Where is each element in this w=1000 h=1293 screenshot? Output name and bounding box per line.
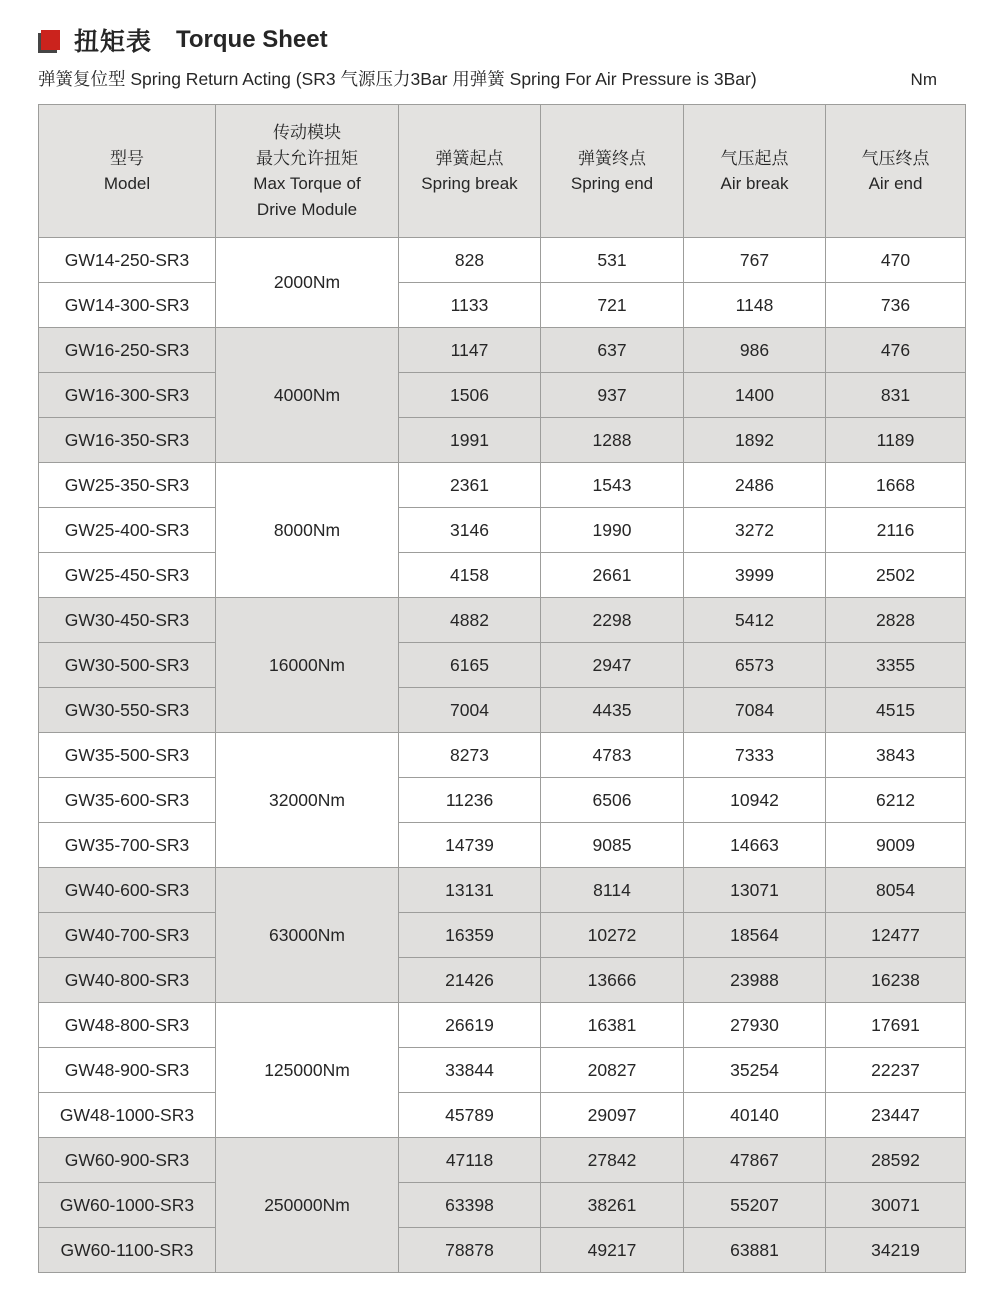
value-cell: 16381 bbox=[541, 1003, 684, 1048]
value-cell: 34219 bbox=[826, 1228, 966, 1273]
table-row bbox=[39, 643, 966, 688]
value-cell: 7084 bbox=[684, 688, 826, 733]
column-header-1 bbox=[216, 105, 399, 238]
max-torque-cell: 250000Nm bbox=[216, 1138, 399, 1273]
value-cell: 28592 bbox=[826, 1138, 966, 1183]
page-title-en: Torque Sheet bbox=[176, 26, 328, 53]
table-row bbox=[39, 688, 966, 733]
value-cell: 13666 bbox=[541, 958, 684, 1003]
column-header-4 bbox=[684, 105, 826, 238]
value-cell: 1288 bbox=[541, 418, 684, 463]
torque-table bbox=[38, 104, 966, 1273]
value-cell: 10942 bbox=[684, 778, 826, 823]
table-row bbox=[39, 1048, 966, 1093]
value-cell: 9085 bbox=[541, 823, 684, 868]
value-cell: 5412 bbox=[684, 598, 826, 643]
value-cell: 3999 bbox=[684, 553, 826, 598]
value-cell: 1148 bbox=[684, 283, 826, 328]
table-row bbox=[39, 418, 966, 463]
header-line: Spring end bbox=[570, 174, 654, 193]
value-cell: 63398 bbox=[399, 1183, 541, 1228]
value-cell: 1668 bbox=[826, 463, 966, 508]
table-row bbox=[39, 1138, 966, 1183]
value-cell: 13131 bbox=[399, 868, 541, 913]
table-row bbox=[39, 1228, 966, 1273]
value-cell: 6212 bbox=[826, 778, 966, 823]
unit-label: Nm bbox=[910, 70, 937, 89]
model-cell: GW25-450-SR3 bbox=[39, 553, 216, 598]
page-title-zh: 扭矩表 bbox=[74, 28, 153, 56]
value-cell: 22237 bbox=[826, 1048, 966, 1093]
page-subtitle: 弹簧复位型 Spring Return Acting (SR3 气源压力3Bar 用弹簧 Spring For Air Pressure is 3Bar) bbox=[38, 69, 757, 89]
value-cell: 470 bbox=[826, 238, 966, 283]
value-cell: 23988 bbox=[684, 958, 826, 1003]
header-line: Drive Module bbox=[256, 199, 358, 219]
table-row bbox=[39, 868, 966, 913]
table-row bbox=[39, 283, 966, 328]
table-row bbox=[39, 733, 966, 778]
column-header-2 bbox=[399, 105, 541, 238]
model-cell: GW35-700-SR3 bbox=[39, 823, 216, 868]
value-cell: 3843 bbox=[826, 733, 966, 778]
value-cell: 2828 bbox=[826, 598, 966, 643]
value-cell: 2361 bbox=[399, 463, 541, 508]
value-cell: 476 bbox=[826, 328, 966, 373]
model-cell: GW35-600-SR3 bbox=[39, 778, 216, 823]
model-cell: GW60-900-SR3 bbox=[39, 1138, 216, 1183]
model-cell: GW25-350-SR3 bbox=[39, 463, 216, 508]
value-cell: 18564 bbox=[684, 913, 826, 958]
table-row bbox=[39, 373, 966, 418]
model-cell: GW30-450-SR3 bbox=[39, 598, 216, 643]
value-cell: 8114 bbox=[541, 868, 684, 913]
value-cell: 1133 bbox=[399, 283, 541, 328]
column-header-0 bbox=[39, 105, 216, 238]
table-row bbox=[39, 328, 966, 373]
table-row bbox=[39, 1003, 966, 1048]
value-cell: 1991 bbox=[399, 418, 541, 463]
value-cell: 78878 bbox=[399, 1228, 541, 1273]
value-cell: 4435 bbox=[541, 688, 684, 733]
value-cell: 40140 bbox=[684, 1093, 826, 1138]
header-line: Air break bbox=[720, 174, 789, 193]
value-cell: 13071 bbox=[684, 868, 826, 913]
header-line: 型号 bbox=[110, 148, 144, 168]
header-line: 传动模块 bbox=[273, 123, 341, 142]
model-cell: GW16-300-SR3 bbox=[39, 373, 216, 418]
value-cell: 1892 bbox=[684, 418, 826, 463]
column-header-5 bbox=[826, 105, 966, 238]
value-cell: 7333 bbox=[684, 733, 826, 778]
value-cell: 55207 bbox=[684, 1183, 826, 1228]
value-cell: 1506 bbox=[399, 373, 541, 418]
table-header bbox=[39, 105, 966, 238]
table-row bbox=[39, 238, 966, 283]
value-cell: 4783 bbox=[541, 733, 684, 778]
value-cell: 21426 bbox=[399, 958, 541, 1003]
header-line: Air end bbox=[868, 174, 923, 193]
table-row bbox=[39, 463, 966, 508]
table-row bbox=[39, 913, 966, 958]
value-cell: 63881 bbox=[684, 1228, 826, 1273]
value-cell: 2502 bbox=[826, 553, 966, 598]
value-cell: 8054 bbox=[826, 868, 966, 913]
value-cell: 937 bbox=[541, 373, 684, 418]
value-cell: 10272 bbox=[541, 913, 684, 958]
value-cell: 2486 bbox=[684, 463, 826, 508]
table-body bbox=[39, 238, 966, 1273]
model-cell: GW40-800-SR3 bbox=[39, 958, 216, 1003]
value-cell: 4882 bbox=[399, 598, 541, 643]
table-row bbox=[39, 958, 966, 1003]
header-line: 弹簧终点 bbox=[578, 148, 646, 168]
value-cell: 27842 bbox=[541, 1138, 684, 1183]
value-cell: 2947 bbox=[541, 643, 684, 688]
value-cell: 45789 bbox=[399, 1093, 541, 1138]
value-cell: 6573 bbox=[684, 643, 826, 688]
value-cell: 6165 bbox=[399, 643, 541, 688]
value-cell: 2298 bbox=[541, 598, 684, 643]
value-cell: 17691 bbox=[826, 1003, 966, 1048]
value-cell: 20827 bbox=[541, 1048, 684, 1093]
model-cell: GW25-400-SR3 bbox=[39, 508, 216, 553]
model-cell: GW30-550-SR3 bbox=[39, 688, 216, 733]
table-row bbox=[39, 778, 966, 823]
value-cell: 8273 bbox=[399, 733, 541, 778]
model-cell: GW48-800-SR3 bbox=[39, 1003, 216, 1048]
value-cell: 47118 bbox=[399, 1138, 541, 1183]
max-torque-cell: 125000Nm bbox=[216, 1003, 399, 1138]
value-cell: 531 bbox=[541, 238, 684, 283]
table-row bbox=[39, 1183, 966, 1228]
value-cell: 3146 bbox=[399, 508, 541, 553]
column-header-3 bbox=[541, 105, 684, 238]
max-torque-cell: 8000Nm bbox=[216, 463, 399, 598]
value-cell: 1189 bbox=[826, 418, 966, 463]
value-cell: 3355 bbox=[826, 643, 966, 688]
value-cell: 30071 bbox=[826, 1183, 966, 1228]
table-row bbox=[39, 553, 966, 598]
value-cell: 27930 bbox=[684, 1003, 826, 1048]
value-cell: 26619 bbox=[399, 1003, 541, 1048]
value-cell: 736 bbox=[826, 283, 966, 328]
value-cell: 16359 bbox=[399, 913, 541, 958]
value-cell: 2661 bbox=[541, 553, 684, 598]
model-cell: GW60-1100-SR3 bbox=[39, 1228, 216, 1273]
page-header bbox=[38, 23, 965, 57]
value-cell: 14739 bbox=[399, 823, 541, 868]
value-cell: 7004 bbox=[399, 688, 541, 733]
value-cell: 29097 bbox=[541, 1093, 684, 1138]
max-torque-cell: 16000Nm bbox=[216, 598, 399, 733]
model-cell: GW60-1000-SR3 bbox=[39, 1183, 216, 1228]
table-row bbox=[39, 823, 966, 868]
model-cell: GW40-700-SR3 bbox=[39, 913, 216, 958]
value-cell: 16238 bbox=[826, 958, 966, 1003]
model-cell: GW14-300-SR3 bbox=[39, 283, 216, 328]
table-row bbox=[39, 1093, 966, 1138]
value-cell: 637 bbox=[541, 328, 684, 373]
value-cell: 38261 bbox=[541, 1183, 684, 1228]
header-line: 气压起点 bbox=[720, 148, 789, 168]
model-cell: GW16-250-SR3 bbox=[39, 328, 216, 373]
value-cell: 11236 bbox=[399, 778, 541, 823]
page-subtitle-row bbox=[38, 66, 965, 91]
model-cell: GW14-250-SR3 bbox=[39, 238, 216, 283]
value-cell: 23447 bbox=[826, 1093, 966, 1138]
value-cell: 4515 bbox=[826, 688, 966, 733]
max-torque-cell: 63000Nm bbox=[216, 868, 399, 1003]
header-row bbox=[39, 105, 966, 238]
max-torque-cell: 4000Nm bbox=[216, 328, 399, 463]
max-torque-cell: 2000Nm bbox=[216, 238, 399, 328]
header-line: 气压终点 bbox=[861, 148, 930, 168]
header-line: 最大允许扭矩 bbox=[256, 148, 358, 168]
model-cell: GW16-350-SR3 bbox=[39, 418, 216, 463]
value-cell: 35254 bbox=[684, 1048, 826, 1093]
value-cell: 767 bbox=[684, 238, 826, 283]
value-cell: 2116 bbox=[826, 508, 966, 553]
value-cell: 831 bbox=[826, 373, 966, 418]
header-line: Max Torque of bbox=[253, 174, 361, 193]
value-cell: 6506 bbox=[541, 778, 684, 823]
table-row bbox=[39, 508, 966, 553]
value-cell: 828 bbox=[399, 238, 541, 283]
value-cell: 1400 bbox=[684, 373, 826, 418]
value-cell: 47867 bbox=[684, 1138, 826, 1183]
value-cell: 986 bbox=[684, 328, 826, 373]
value-cell: 9009 bbox=[826, 823, 966, 868]
model-cell: GW35-500-SR3 bbox=[39, 733, 216, 778]
model-cell: GW40-600-SR3 bbox=[39, 868, 216, 913]
table-row bbox=[39, 598, 966, 643]
value-cell: 12477 bbox=[826, 913, 966, 958]
value-cell: 14663 bbox=[684, 823, 826, 868]
max-torque-cell: 32000Nm bbox=[216, 733, 399, 868]
value-cell: 721 bbox=[541, 283, 684, 328]
header-line: Spring break bbox=[421, 174, 518, 193]
value-cell: 33844 bbox=[399, 1048, 541, 1093]
value-cell: 1147 bbox=[399, 328, 541, 373]
model-cell: GW48-1000-SR3 bbox=[39, 1093, 216, 1138]
value-cell: 4158 bbox=[399, 553, 541, 598]
value-cell: 1990 bbox=[541, 508, 684, 553]
model-cell: GW30-500-SR3 bbox=[39, 643, 216, 688]
value-cell: 1543 bbox=[541, 463, 684, 508]
header-line: 弹簧起点 bbox=[435, 148, 504, 168]
model-cell: GW48-900-SR3 bbox=[39, 1048, 216, 1093]
value-cell: 49217 bbox=[541, 1228, 684, 1273]
red-square-bullet-icon bbox=[41, 30, 60, 50]
value-cell: 3272 bbox=[684, 508, 826, 553]
header-line: Model bbox=[103, 174, 151, 193]
